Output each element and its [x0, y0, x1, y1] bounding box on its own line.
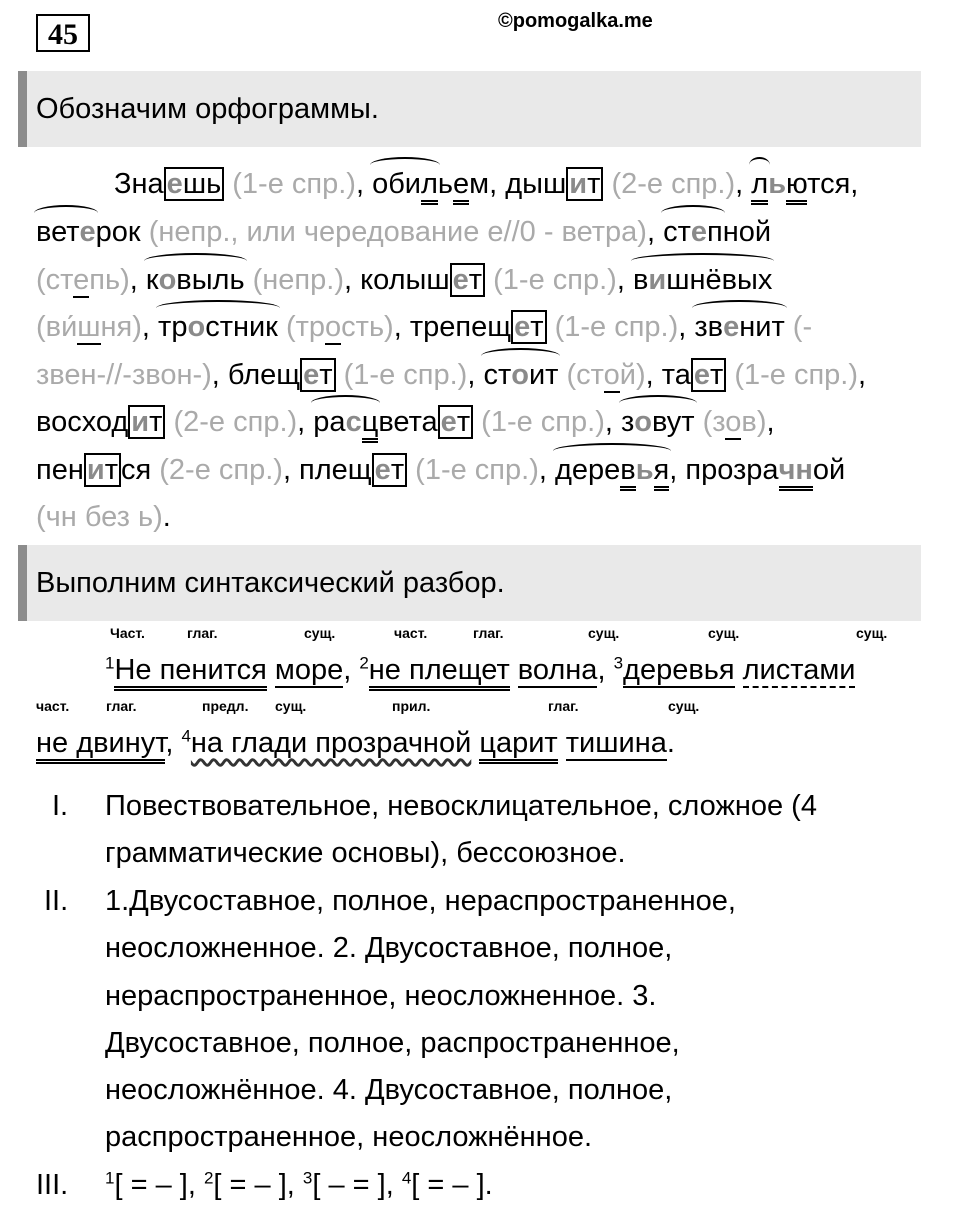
pos-tag: глаг. [473, 625, 504, 641]
pos-tag: сущ. [668, 698, 700, 714]
list-item-line: Повествовательное, невосклицательное, сложное (4 [105, 790, 817, 822]
text-line-8: (чн без ь). [36, 501, 171, 533]
pos-tag: глаг. [106, 698, 137, 714]
pos-tag: част. [394, 625, 428, 641]
text-line-6: восход ит (2-е спр.), расцвета ет (1-е спр.), зовут (зов), [36, 402, 775, 442]
pos-tag: глаг. [187, 625, 218, 641]
text-line-5: звен-//-звон-), блещ ет (1-е спр.), стоит (стой), та ет (1-е спр.), [36, 355, 866, 395]
pos-tag: сущ. [708, 625, 740, 641]
text-line-7: пен ит ся (2-е спр.), плещ ет (1-е спр.), деревья, прозрачной [36, 450, 845, 490]
pos-tag: глаг. [548, 698, 579, 714]
list-item-line: грамматические основы), бессоюзное. [105, 837, 626, 869]
pos-tag: сущ. [856, 625, 888, 641]
section-title-syntax: Выполним синтаксический разбор. [18, 545, 921, 621]
pos-tag: предл. [202, 698, 249, 714]
text-line-2: ветерок (непр., или чередование е//0 - ветра), степной [36, 212, 771, 252]
list-item-line: Двусоставное, полное, распространенное, [105, 1027, 680, 1059]
list-number: III. [36, 1169, 69, 1201]
section-title-spelling: Обозначим орфограммы. [18, 71, 921, 147]
sentence-schemes: $^1$[ = – ], $^2$[ = – ], $^3$[ – = ], $^4$[ = – ]. [105, 1168, 493, 1201]
list-number: II. [44, 885, 69, 917]
list-number: I. [52, 790, 69, 822]
page-number: 45 [36, 14, 90, 52]
list-item-line: неосложнённое. 4. Двусоставное, полное, [105, 1074, 673, 1106]
list-item-line: 1.Двусоставное, полное, нераспространенное, [105, 885, 736, 917]
pos-tag: сущ. [304, 625, 336, 641]
text-line-3: (степь), ковыль (непр.), колыш ет (1-е спр.), вишнёвых [36, 260, 772, 300]
pos-tag: сущ. [588, 625, 620, 641]
pos-tag: прил. [392, 698, 431, 714]
list-item-line: неосложненное. 2. Двусоставное, полное, [105, 932, 673, 964]
watermark: ©pomogalka.me [498, 10, 653, 32]
pos-tag: Част. [110, 625, 145, 641]
list-item-line: распространенное, неосложнённое. [105, 1121, 593, 1153]
list-item-line: нераспространенное, неосложненное. 3. [105, 980, 657, 1012]
text-line-1: Зна ешь (1-е спр.), обильем, дыш ит (2-е спр.), льются, [114, 164, 858, 204]
pos-tag: част. [36, 698, 70, 714]
pos-tag: сущ. [275, 698, 307, 714]
syntax-sentence-line-2: не двинут, $^4$на глади прозрачной царит тишина. [36, 723, 675, 763]
text-line-4: (ви́шня), тростник (трость), трепещ ет (1-е спр.), звенит (- [36, 307, 812, 347]
syntax-sentence-line-1: $^1$Не пенится море, $^2$не плещет волна, $^3$деревья листами [105, 650, 855, 690]
